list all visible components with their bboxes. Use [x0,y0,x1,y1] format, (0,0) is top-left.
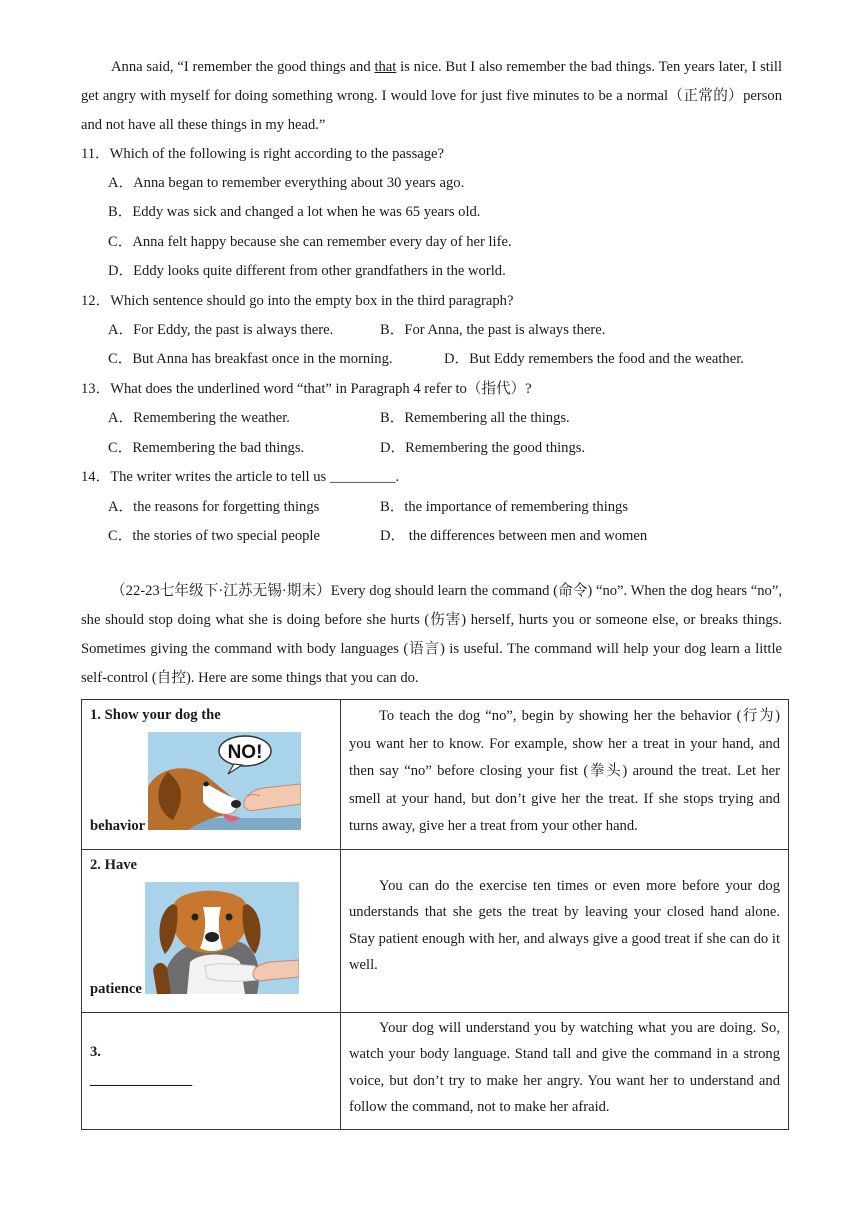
table-row [82,850,789,1013]
option-11b: B．Eddy was sick and changed a lot when he was 65 years old. [108,204,481,220]
paragraph-text: is nice. But I also remember the bad things. Ten years later, I still get angry with myself for doing something wrong. I would love for just five minutes to be a normal（正常的）person and not have all these things in my head.” [81,59,782,133]
option-14c: C．the stories of two special people [108,528,320,544]
question-stem: Which of the following is right according to the passage? [109,146,445,162]
row-text-cell [341,1013,789,1130]
row-title-cell [82,850,341,1013]
row-title-cell [82,700,341,850]
no-dog-illustration [148,732,301,830]
row-title-top: 3. [90,1044,101,1060]
row-title-top: 1. Show your dog the [90,707,221,723]
question-stem: Which sentence should go into the empty box in the third paragraph? [110,293,514,309]
option-14a: A．the reasons for forgetting things [108,499,320,515]
passage-closing-paragraph [81,53,782,140]
option-13b: B．Remembering all the things. [380,410,570,426]
row-description: You can do the exercise ten times or even more before your dog understands that she gets the treat by leaving your closed hand alone. Stay patient enough with her, and always give a good treat if she can do it well. [349,878,780,973]
row-title-bottom: behavior [90,818,146,834]
row-text-cell [341,700,789,850]
row-description: Your dog will understand you by watching what you are doing. So, watch your body language. Stand tall and give the command in a strong voice, but don’t try to make her angry. You want her to understand and follow the command, not to make her afraid. [349,1020,780,1115]
option-11a: A．Anna began to remember everything about 30 years ago. [108,175,465,191]
question-stem: What does the underlined word “that” in Paragraph 4 refer to（指代）? [110,381,532,397]
row-description: To teach the dog “no”, begin by showing her the behavior (行为) you want her to know. For example, show her a treat in your hand, and then say “no” before closing your fist (拳头) around the treat. Let her smell at your hand, but don’t give her the treat. If she stops trying and turns away, give her a treat from your other hand. [349,708,780,834]
answer-blank: ______________ [90,1072,193,1088]
question-14 [81,467,399,487]
question-12 [81,291,513,311]
table-row [82,700,789,850]
row-text-cell [341,850,789,1013]
option-12b: B．For Anna, the past is always there. [380,322,606,338]
row-title-bottom: patience [90,981,142,997]
option-11d: D．Eddy looks quite different from other grandfathers in the world. [108,263,506,279]
no-speech-text: NO! [227,742,263,763]
patient-dog-illustration [145,882,299,994]
option-12a: A．For Eddy, the past is always there. [108,322,334,338]
question-13 [81,379,532,399]
table-row [82,1013,789,1130]
option-12d: D．But Eddy remembers the food and the weather. [444,351,744,367]
question-number: 13． [81,381,111,397]
passage-intro-paragraph [81,577,782,693]
row-title-cell [82,1013,341,1130]
option-13d: D．Remembering the good things. [380,440,586,456]
row-title-top: 2. Have [90,857,138,873]
option-14b: B．the importance of remembering things [380,499,629,515]
option-13c: C．Remembering the bad things. [108,440,305,456]
source-label: （22-23七年级下·江苏无锡·期末） [111,583,331,599]
tips-table [81,699,789,1130]
option-12c: C．But Anna has breakfast once in the morning. [108,351,393,367]
question-11 [81,144,444,164]
question-number: 11． [81,146,110,162]
option-11c: C．Anna felt happy because she can remember every day of her life. [108,234,512,250]
question-number: 12． [81,293,111,309]
option-13a: A．Remembering the weather. [108,410,290,426]
paragraph-text: Anna said, “I remember the good things and [111,59,375,75]
question-number: 14． [81,469,111,485]
paragraph-text: Every dog should learn the command (命令) “no”. When the dog hears “no”, she should stop doing what she is doing before she hurts (伤害) herself, hurts you or someone else, or breaks things. Sometimes giving the command with body languages (语言) is useful. The command will help your dog learn a little self-control (自控). Here are some things that you can do. [81,583,782,686]
question-stem: The writer writes the article to tell us _________. [110,469,400,485]
option-14d: D． the differences between men and women [380,528,648,544]
underlined-word: that [374,59,397,75]
